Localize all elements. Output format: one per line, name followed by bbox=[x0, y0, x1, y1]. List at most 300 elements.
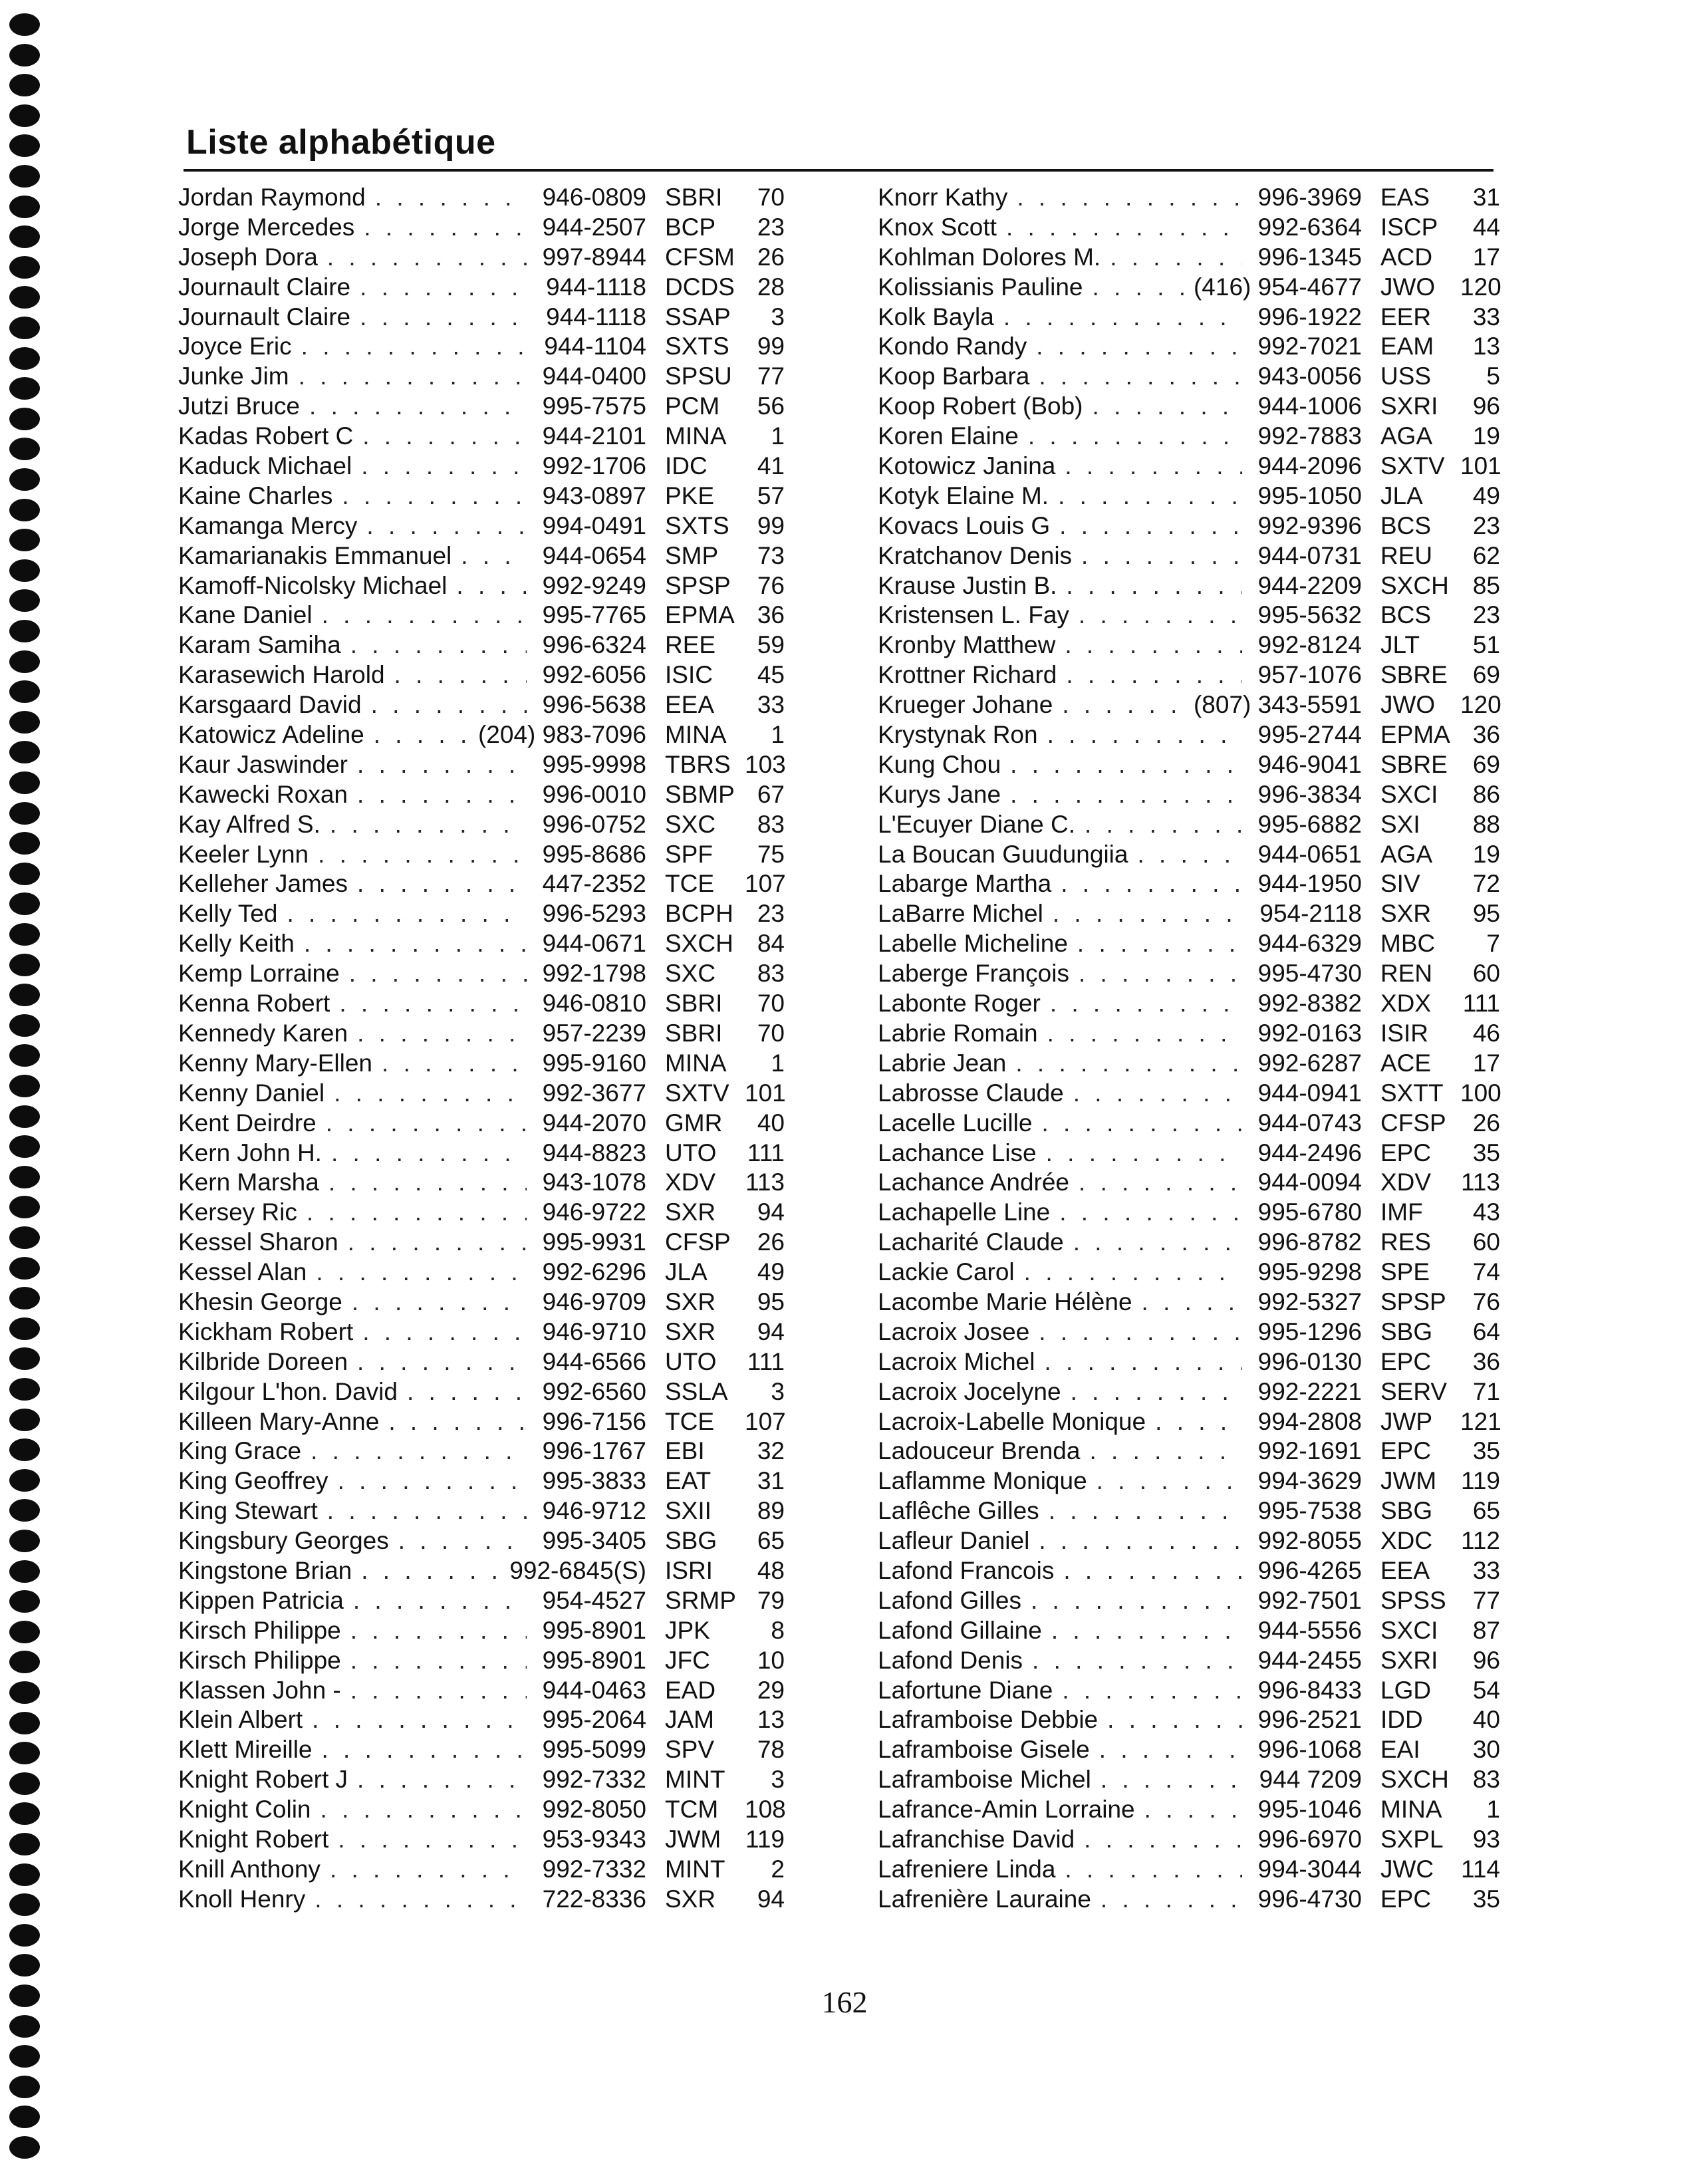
directory-entry bbox=[178, 781, 785, 811]
entry-name: Kadas Robert C bbox=[178, 422, 354, 450]
directory-entry bbox=[178, 1109, 785, 1139]
directory-entry bbox=[178, 751, 785, 781]
entry-phone: 992-9396 bbox=[1257, 511, 1362, 539]
dot-leader bbox=[1065, 631, 1242, 659]
entry-room: 35 bbox=[1472, 1139, 1500, 1166]
dot-leader bbox=[1036, 333, 1242, 360]
entry-room: 62 bbox=[1472, 541, 1500, 569]
entry-phone: 995-7538 bbox=[1257, 1497, 1362, 1525]
entry-phone: 992-6296 bbox=[542, 1258, 646, 1286]
directory-entry bbox=[878, 243, 1500, 273]
dot-leader bbox=[366, 512, 527, 540]
entry-room: 101 bbox=[1460, 452, 1501, 480]
directory-entry bbox=[878, 811, 1500, 841]
entry-phone: 992-7332 bbox=[542, 1766, 646, 1794]
entry-name: Joyce Eric bbox=[178, 333, 292, 360]
entry-dept: JLA bbox=[665, 1258, 708, 1286]
entry-phone: 995-6882 bbox=[1257, 810, 1362, 838]
entry-dept: SSAP bbox=[665, 303, 731, 331]
entry-name: Laframboise Michel bbox=[878, 1766, 1091, 1794]
dot-leader bbox=[1073, 1228, 1242, 1256]
entry-dept: SXR bbox=[1380, 900, 1432, 928]
entry-phone: 954-2118 bbox=[1259, 900, 1362, 928]
dot-leader bbox=[312, 1706, 527, 1734]
binding-hole bbox=[9, 589, 40, 612]
entry-dept: SXII bbox=[665, 1497, 712, 1525]
entry-room: 26 bbox=[757, 1228, 785, 1256]
entry-dept: SXCI bbox=[1380, 780, 1438, 808]
entry-phone: 946-0810 bbox=[542, 990, 646, 1018]
entry-name: Kickham Robert bbox=[178, 1317, 354, 1345]
binding-hole bbox=[9, 1772, 40, 1795]
entry-name: Krottner Richard bbox=[878, 661, 1057, 689]
entry-name: Labrosse Claude bbox=[878, 1079, 1064, 1107]
entry-phone: 992-1691 bbox=[1257, 1437, 1362, 1465]
entry-dept: SXTV bbox=[665, 1079, 729, 1107]
dot-leader bbox=[1093, 392, 1242, 420]
entry-phone: 992-2221 bbox=[1257, 1377, 1362, 1405]
page-title: Liste alphabétique bbox=[186, 123, 496, 162]
directory-entry bbox=[178, 811, 785, 841]
dot-leader bbox=[360, 273, 527, 301]
directory-entry bbox=[178, 303, 785, 333]
directory-entry bbox=[878, 1855, 1500, 1885]
binding-hole bbox=[9, 2045, 40, 2068]
entry-phone: 992-7883 bbox=[1257, 422, 1362, 450]
entry-name: La Boucan Guudungiia bbox=[878, 840, 1128, 868]
entry-dept: SMP bbox=[665, 541, 719, 569]
entry-room: 23 bbox=[1472, 511, 1500, 539]
dot-leader bbox=[349, 960, 527, 988]
dot-leader bbox=[1137, 841, 1242, 869]
entry-name: Lafond Francois bbox=[878, 1556, 1055, 1584]
directory-entry bbox=[178, 512, 785, 542]
entry-name: Kohlman Dolores M. bbox=[878, 243, 1101, 271]
binding-hole bbox=[9, 529, 40, 551]
entry-dept: EEA bbox=[1380, 1556, 1430, 1584]
dot-leader bbox=[338, 1826, 527, 1853]
entry-phone: 946-9041 bbox=[1257, 750, 1362, 778]
directory-entry bbox=[878, 930, 1500, 960]
directory-entry bbox=[878, 184, 1500, 213]
entry-dept: SSLA bbox=[665, 1377, 728, 1405]
directory-entry bbox=[178, 243, 785, 273]
entry-name: Kennedy Karen bbox=[178, 1019, 348, 1047]
dot-leader bbox=[1142, 1288, 1242, 1316]
binding-hole bbox=[9, 954, 40, 976]
directory-entry bbox=[178, 1079, 785, 1109]
binding-hole bbox=[9, 1833, 40, 1855]
directory-entry bbox=[878, 1020, 1500, 1049]
entry-room: 30 bbox=[1472, 1736, 1500, 1764]
directory-entry bbox=[178, 1139, 785, 1169]
entry-phone: 944-2507 bbox=[542, 213, 646, 241]
entry-dept: EPC bbox=[1380, 1885, 1432, 1913]
directory-entry bbox=[878, 1318, 1500, 1348]
entry-phone: 996-0130 bbox=[1257, 1347, 1362, 1375]
entry-phone: 995-3405 bbox=[542, 1527, 646, 1555]
directory-entry bbox=[878, 213, 1500, 243]
entry-name: Keeler Lynn bbox=[178, 840, 309, 868]
directory-entry bbox=[178, 1647, 785, 1677]
entry-name: Kratchanov Denis bbox=[878, 541, 1073, 569]
entry-phone: 996-6970 bbox=[1257, 1825, 1362, 1853]
directory-entry bbox=[178, 1497, 785, 1527]
entry-dept: SXTV bbox=[1380, 452, 1445, 480]
entry-name: Lachance Andrée bbox=[878, 1168, 1070, 1196]
directory-entry bbox=[878, 1587, 1500, 1617]
binding-hole bbox=[9, 1984, 40, 2007]
entry-dept: MINA bbox=[665, 1049, 727, 1077]
entry-room: 70 bbox=[757, 1019, 785, 1047]
dot-leader bbox=[309, 392, 527, 420]
entry-dept: SXCI bbox=[1380, 1616, 1438, 1644]
entry-phone: 995-1050 bbox=[1257, 481, 1362, 509]
directory-entry bbox=[178, 273, 785, 303]
directory-entry bbox=[178, 1736, 785, 1766]
entry-phone: 995-6780 bbox=[1257, 1198, 1362, 1226]
directory-entry bbox=[878, 1378, 1500, 1408]
entry-dept: EBI bbox=[665, 1437, 705, 1465]
entry-name: Kirsch Philippe bbox=[178, 1616, 341, 1644]
entry-phone: 995-7575 bbox=[542, 392, 646, 420]
directory-entry bbox=[178, 1617, 785, 1647]
entry-dept: CFSP bbox=[1380, 1109, 1446, 1137]
binding-hole bbox=[9, 650, 40, 673]
directory-entry bbox=[178, 900, 785, 930]
entry-dept: SPSP bbox=[665, 571, 731, 599]
entry-phone: 992-3677 bbox=[542, 1079, 646, 1107]
binding-hole bbox=[9, 1712, 40, 1734]
directory-entry bbox=[178, 631, 785, 661]
dot-leader bbox=[1081, 542, 1242, 570]
entry-room: 45 bbox=[757, 661, 785, 689]
dot-leader bbox=[1059, 1198, 1242, 1226]
binding-hole bbox=[9, 1166, 40, 1188]
binding-hole bbox=[9, 1954, 40, 1977]
directory-entry bbox=[178, 362, 785, 392]
entry-room: 95 bbox=[757, 1288, 785, 1315]
entry-phone: 995-4730 bbox=[1257, 960, 1362, 988]
directory-entry bbox=[878, 1557, 1500, 1587]
entry-phone: 944-0671 bbox=[542, 930, 646, 958]
entry-name: Journault Claire bbox=[178, 273, 351, 301]
binding-hole bbox=[9, 286, 40, 309]
entry-room: 13 bbox=[1472, 333, 1500, 360]
entry-room: 35 bbox=[1472, 1437, 1500, 1465]
entry-room: 111 bbox=[1462, 990, 1500, 1018]
directory-column-right bbox=[878, 184, 1500, 1915]
entry-dept: TCE bbox=[665, 1407, 714, 1435]
entry-dept: XDX bbox=[1380, 990, 1432, 1018]
entry-name: Kern John H. bbox=[178, 1139, 322, 1166]
dot-leader bbox=[350, 631, 527, 659]
directory-entry bbox=[878, 1049, 1500, 1079]
entry-name: Kaine Charles bbox=[178, 481, 333, 509]
entry-phone: 944-2096 bbox=[1257, 452, 1362, 480]
entry-room: 1 bbox=[771, 422, 785, 450]
entry-name: Klassen John - bbox=[178, 1676, 341, 1704]
entry-name: Kirsch Philippe bbox=[178, 1646, 341, 1674]
entry-room: 23 bbox=[1472, 601, 1500, 629]
entry-name: Kaduck Michael bbox=[178, 452, 352, 480]
entry-phone: 995-8686 bbox=[542, 840, 646, 868]
dot-leader bbox=[1085, 811, 1242, 839]
entry-room: 67 bbox=[757, 780, 785, 808]
dot-leader bbox=[1044, 1348, 1242, 1376]
directory-entry bbox=[178, 1677, 785, 1706]
dot-leader bbox=[348, 1228, 527, 1256]
entry-name: Kingstone Brian bbox=[178, 1556, 352, 1584]
directory-entry bbox=[178, 601, 785, 631]
entry-name: Labrie Jean bbox=[878, 1049, 1007, 1077]
entry-name: Kolissianis Pauline bbox=[878, 273, 1083, 301]
entry-name: Klein Albert bbox=[178, 1706, 303, 1734]
entry-phone: 944-2101 bbox=[542, 422, 646, 450]
entry-phone: 994-3044 bbox=[1257, 1855, 1362, 1883]
entry-dept: MINA bbox=[1380, 1796, 1442, 1824]
entry-room: 1 bbox=[771, 721, 785, 749]
entry-room: 69 bbox=[1472, 750, 1500, 778]
entry-room: 88 bbox=[1472, 810, 1500, 838]
entry-room: 44 bbox=[1472, 213, 1500, 241]
entry-name: Lachapelle Line bbox=[878, 1198, 1051, 1226]
dot-leader bbox=[1003, 303, 1242, 331]
entry-name: Laframboise Debbie bbox=[878, 1706, 1099, 1734]
directory-entry bbox=[878, 900, 1500, 930]
directory-entry bbox=[178, 960, 785, 990]
directory-entry bbox=[878, 1348, 1500, 1378]
entry-name: Kotowicz Janina bbox=[878, 452, 1056, 480]
binding-hole bbox=[9, 984, 40, 1006]
dot-leader bbox=[1017, 184, 1242, 211]
entry-room: 48 bbox=[757, 1556, 785, 1584]
entry-name: Koren Elaine bbox=[878, 422, 1019, 450]
entry-room: 32 bbox=[757, 1437, 785, 1465]
dot-leader bbox=[371, 691, 527, 719]
directory-entry bbox=[878, 452, 1500, 482]
directory-entry bbox=[878, 1168, 1500, 1198]
entry-name: Jorge Mercedes bbox=[178, 213, 355, 241]
entry-dept: BCS bbox=[1380, 601, 1432, 629]
entry-dept: TBRS bbox=[665, 750, 731, 778]
entry-name: Lacroix-Labelle Monique bbox=[878, 1407, 1146, 1435]
entry-dept: EAD bbox=[665, 1676, 716, 1704]
entry-phone: 995-9998 bbox=[542, 750, 646, 778]
entry-room: 83 bbox=[757, 810, 785, 838]
entry-phone: 944-0463 bbox=[542, 1676, 646, 1704]
directory-entry bbox=[878, 1408, 1500, 1438]
entry-dept: PCM bbox=[665, 392, 720, 420]
entry-dept: EAS bbox=[1380, 184, 1430, 211]
entry-room: 93 bbox=[1472, 1825, 1500, 1853]
entry-phone: 944-0743 bbox=[1257, 1109, 1362, 1137]
entry-room: 59 bbox=[757, 631, 785, 659]
binding-hole bbox=[9, 1802, 40, 1825]
binding-hole bbox=[9, 1135, 40, 1158]
entry-name: Kelly Keith bbox=[178, 930, 295, 958]
entry-room: 77 bbox=[757, 362, 785, 390]
directory-entry bbox=[878, 631, 1500, 661]
binding-hole bbox=[9, 1347, 40, 1370]
entry-room: 19 bbox=[1472, 422, 1500, 450]
entry-dept: SPSP bbox=[1380, 1288, 1446, 1315]
entry-phone: 996-8782 bbox=[1257, 1228, 1362, 1256]
directory-entry bbox=[878, 512, 1500, 542]
entry-phone: 944-5556 bbox=[1257, 1616, 1362, 1644]
dot-leader bbox=[360, 303, 527, 331]
dot-leader bbox=[311, 1437, 527, 1465]
entry-dept: SBRI bbox=[665, 1019, 723, 1047]
binding-hole bbox=[9, 1014, 40, 1037]
directory-entry bbox=[178, 184, 785, 213]
entry-phone: 946-0809 bbox=[542, 184, 646, 211]
entry-phone: 992-6364 bbox=[1257, 213, 1362, 241]
entry-room: 119 bbox=[1461, 1467, 1500, 1495]
entry-dept: MINA bbox=[665, 422, 727, 450]
entry-phone: 944-1118 bbox=[546, 273, 646, 301]
entry-name: Ladouceur Brenda bbox=[878, 1437, 1081, 1465]
entry-name: Kovacs Louis G bbox=[878, 511, 1051, 539]
entry-room: 79 bbox=[757, 1586, 785, 1614]
entry-phone: 944-1006 bbox=[1257, 392, 1362, 420]
entry-name: Koop Barbara bbox=[878, 362, 1030, 390]
dot-leader bbox=[1066, 572, 1242, 600]
entry-dept: SXTS bbox=[665, 511, 729, 539]
entry-room: 70 bbox=[757, 990, 785, 1018]
dot-leader bbox=[388, 1408, 527, 1436]
entry-dept: MINT bbox=[665, 1766, 725, 1794]
entry-name: Laframboise Gisele bbox=[878, 1736, 1090, 1764]
directory-entry bbox=[178, 1706, 785, 1736]
dot-leader bbox=[1051, 1617, 1242, 1645]
entry-dept: SPSS bbox=[1380, 1586, 1446, 1614]
dot-leader bbox=[357, 1348, 527, 1376]
entry-phone: 995-7765 bbox=[542, 601, 646, 629]
entry-phone: 996-4265 bbox=[1257, 1556, 1362, 1584]
entry-dept: CFSP bbox=[665, 1228, 731, 1256]
entry-phone: 957-1076 bbox=[1257, 661, 1362, 689]
dot-leader bbox=[327, 1497, 527, 1525]
dot-leader bbox=[1110, 243, 1242, 271]
entry-phone: 995-1296 bbox=[1257, 1317, 1362, 1345]
entry-name: Knill Anthony bbox=[178, 1855, 321, 1883]
entry-room: 107 bbox=[745, 870, 786, 898]
entry-room: 99 bbox=[757, 333, 785, 360]
entry-dept: XDV bbox=[665, 1168, 716, 1196]
binding-hole bbox=[9, 2136, 40, 2159]
dot-leader bbox=[1058, 482, 1242, 510]
entry-room: 108 bbox=[745, 1796, 786, 1824]
entry-phone: 995-8901 bbox=[542, 1646, 646, 1674]
entry-room: 28 bbox=[757, 273, 785, 301]
directory-entry bbox=[878, 1437, 1500, 1467]
entry-dept: EAM bbox=[1380, 333, 1434, 360]
entry-phone: 946-9709 bbox=[542, 1288, 646, 1315]
dot-leader bbox=[1039, 1318, 1242, 1346]
entry-room: 111 bbox=[747, 1139, 785, 1166]
directory-entry bbox=[878, 960, 1500, 990]
entry-name: Kurys Jane bbox=[878, 780, 1001, 808]
entry-dept: MINT bbox=[665, 1855, 725, 1883]
entry-room: 95 bbox=[1472, 900, 1500, 928]
binding-hole bbox=[9, 347, 40, 370]
entry-phone: 944-1950 bbox=[1257, 870, 1362, 898]
entry-name: Kamanga Mercy bbox=[178, 511, 358, 539]
entry-name: Lacharité Claude bbox=[878, 1228, 1064, 1256]
entry-name: Kenna Robert bbox=[178, 990, 330, 1018]
dot-leader bbox=[316, 1258, 527, 1286]
entry-phone: 996-1068 bbox=[1257, 1736, 1362, 1764]
entry-name: Kenny Mary-Ellen bbox=[178, 1049, 373, 1077]
dot-leader bbox=[1079, 960, 1242, 988]
dot-leader bbox=[342, 482, 527, 510]
entry-room: 3 bbox=[771, 303, 785, 331]
dot-leader bbox=[456, 572, 527, 600]
directory-entry bbox=[878, 1796, 1500, 1826]
dot-leader bbox=[357, 1766, 527, 1794]
directory-entry bbox=[178, 213, 785, 243]
dot-leader bbox=[334, 1079, 527, 1107]
directory-entry bbox=[878, 721, 1500, 751]
entry-dept: SIV bbox=[1380, 870, 1420, 898]
directory-entry bbox=[878, 1497, 1500, 1527]
entry-name: Kern Marsha bbox=[178, 1168, 319, 1196]
dot-leader bbox=[357, 1020, 527, 1047]
entry-room: 107 bbox=[745, 1407, 786, 1435]
entry-name: Kelleher James bbox=[178, 870, 348, 898]
entry-name: Laflêche Gilles bbox=[878, 1497, 1039, 1525]
entry-phone: (204) 983-7096 bbox=[477, 721, 646, 749]
entry-dept: SXCH bbox=[665, 930, 733, 958]
directory-entry bbox=[178, 452, 785, 482]
entry-dept: GMR bbox=[665, 1109, 723, 1137]
dot-leader bbox=[1046, 1139, 1242, 1167]
entry-dept: EEA bbox=[665, 691, 715, 719]
entry-room: 103 bbox=[745, 750, 786, 778]
entry-phone: 943-1078 bbox=[542, 1168, 646, 1196]
entry-name: L'Ecuyer Diane C. bbox=[878, 810, 1076, 838]
entry-dept: XDV bbox=[1380, 1168, 1432, 1196]
dot-leader bbox=[407, 1378, 527, 1406]
entry-room: 36 bbox=[1472, 721, 1500, 749]
directory-entry bbox=[878, 1288, 1500, 1318]
binding-hole bbox=[9, 1469, 40, 1492]
entry-phone: 992-7332 bbox=[542, 1855, 646, 1883]
entry-dept: SXR bbox=[665, 1317, 716, 1345]
binding-hole bbox=[9, 134, 40, 157]
entry-name: Lacroix Jocelyne bbox=[878, 1377, 1061, 1405]
dot-leader bbox=[1049, 1497, 1242, 1525]
entry-room: 3 bbox=[771, 1377, 785, 1405]
entry-name: Knox Scott bbox=[878, 213, 997, 241]
entry-room: 96 bbox=[1472, 1646, 1500, 1674]
binding-hole bbox=[9, 1530, 40, 1552]
dot-leader bbox=[1028, 422, 1242, 450]
entry-name: Kessel Sharon bbox=[178, 1228, 338, 1256]
entry-phone: 447-2352 bbox=[542, 870, 646, 898]
entry-dept: UTO bbox=[665, 1139, 717, 1166]
entry-phone: 995-8901 bbox=[542, 1616, 646, 1644]
directory-entry bbox=[178, 392, 785, 422]
dot-leader bbox=[322, 1736, 527, 1764]
binding-hole bbox=[9, 1681, 40, 1704]
dot-leader bbox=[299, 362, 527, 390]
entry-dept: EAT bbox=[665, 1467, 712, 1495]
entry-phone: 994-0491 bbox=[542, 511, 646, 539]
spiral-binding bbox=[9, 0, 43, 2184]
directory-entry bbox=[878, 1527, 1500, 1557]
